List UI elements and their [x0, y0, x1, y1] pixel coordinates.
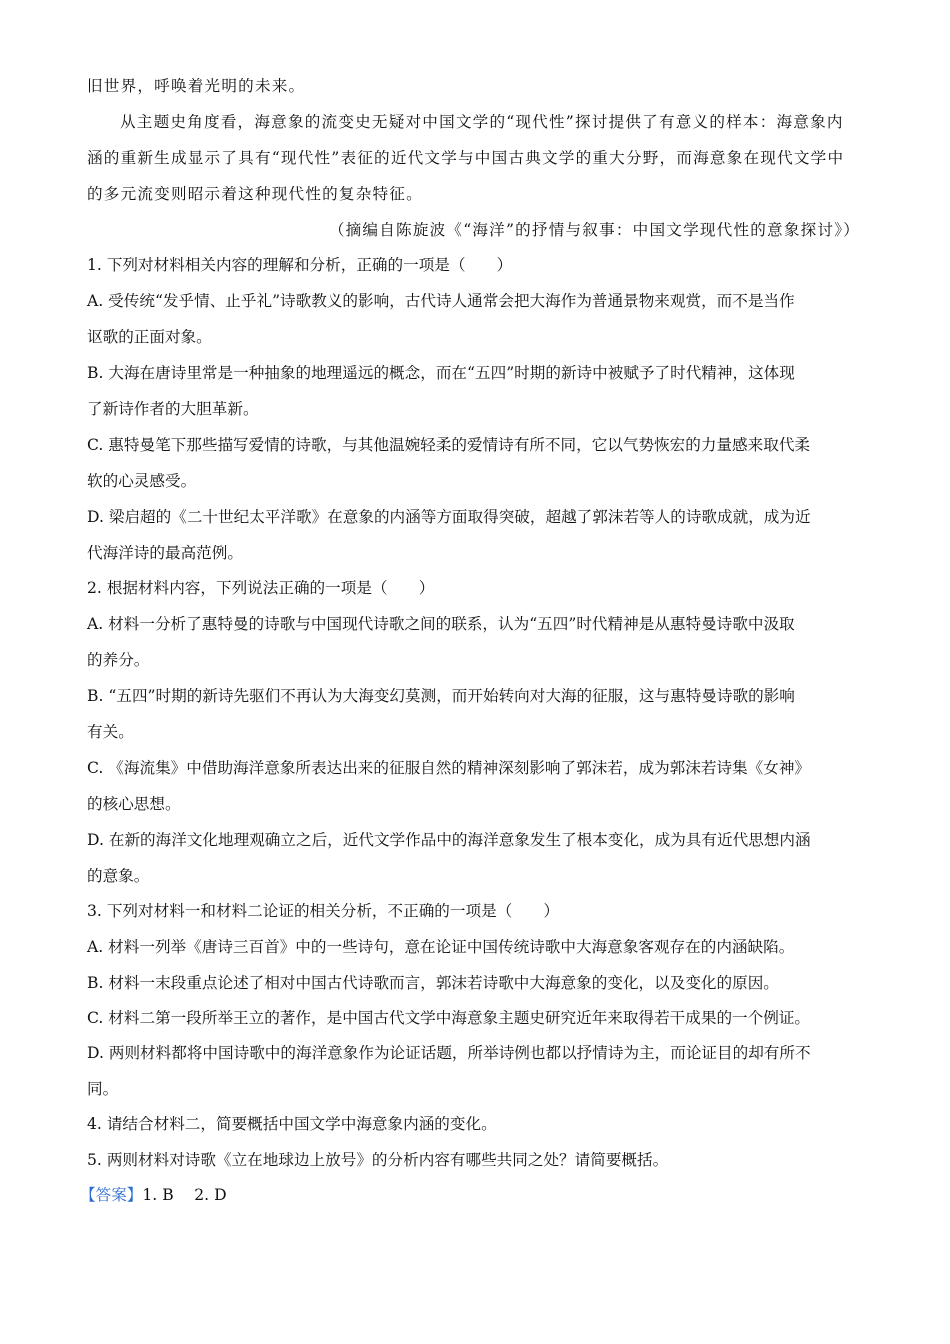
- passage-line: 旧世界，呼唤着光明的未来。: [87, 77, 306, 95]
- q1-option-b-line1: B. 大海在唐诗里常是一种抽象的地理遥远的概念，而在“五四”时期的新诗中被赋予了时代精神，这体现: [87, 364, 795, 382]
- q2-option-c-line2: 的核心思想。: [87, 795, 181, 813]
- answer-tag: 【答案】: [80, 1186, 143, 1204]
- q3-option-a: A. 材料一列举《唐诗三百首》中的一些诗句，意在论证中国传统诗歌中大海意象客观存在的内涵缺陷。: [87, 938, 795, 956]
- question-1-stem: 1. 下列对材料相关内容的理解和分析，正确的一项是（ ）: [87, 256, 513, 274]
- q2-option-c-line1: C. 《海流集》中借助海洋意象所表达出来的征服自然的精神深刻影响了郭沫若，成为郭沫若诗集《女神》: [87, 759, 811, 777]
- q1-option-c-line1: C. 惠特曼笔下那些描写爱情的诗歌，与其他温婉轻柔的爱情诗有所不同，它以气势恢宏的力量感来取代柔: [87, 436, 811, 454]
- q1-option-d-line1: D. 梁启超的《二十世纪太平洋歌》在意象的内涵等方面取得突破，超越了郭沫若等人的诗歌成就，成为近: [87, 508, 811, 526]
- q2-option-d-line1: D. 在新的海洋文化地理观确立之后，近代文学作品中的海洋意象发生了根本变化，成为具有近代思想内涵: [87, 831, 811, 849]
- q3-option-c: C. 材料二第一段所举王立的著作，是中国古代文学中海意象主题史研究近年来取得若干成果的一个例证。: [87, 1009, 811, 1027]
- question-3-stem: 3. 下列对材料一和材料二论证的相关分析，不正确的一项是（ ）: [87, 902, 560, 920]
- q3-option-d-line2: 同。: [87, 1080, 119, 1098]
- q3-option-b: B. 材料一末段重点论述了相对中国古代诗歌而言，郭沫若诗歌中大海意象的变化，以及变化的原因。: [87, 974, 779, 992]
- q2-option-b-line2: 有关。: [87, 723, 134, 741]
- question-4: 4. 请结合材料二，简要概括中国文学中海意象内涵的变化。: [87, 1115, 497, 1133]
- answer-text: 1. B 2. D: [142, 1186, 227, 1204]
- passage-line: 的多元流变则昭示着这种现代性的复杂特征。: [87, 185, 423, 203]
- q1-option-a-line1: A. 受传统“发乎情、止乎礼”诗歌教义的影响，古代诗人通常会把大海作为普通景物来观赏，而不是当作: [87, 292, 795, 310]
- q2-option-a-line2: 的养分。: [87, 651, 150, 669]
- q1-option-d-line2: 代海洋诗的最高范例。: [87, 544, 243, 562]
- passage-line: 从主题史角度看，海意象的流变史无疑对中国文学的“现代性”探讨提供了有意义的样本：海意象内: [120, 113, 844, 131]
- q1-option-b-line2: 了新诗作者的大胆革新。: [87, 400, 259, 418]
- question-2-stem: 2. 根据材料内容，下列说法正确的一项是（ ）: [87, 579, 435, 597]
- q1-option-c-line2: 软的心灵感受。: [87, 472, 197, 490]
- question-5: 5. 两则材料对诗歌《立在地球边上放号》的分析内容有哪些共同之处？请简要概括。: [87, 1151, 669, 1169]
- q2-option-a-line1: A. 材料一分析了惠特曼的诗歌与中国现代诗歌之间的联系，认为“五四”时代精神是从惠特曼诗歌中汲取: [87, 615, 795, 633]
- q2-option-d-line2: 的意象。: [87, 867, 150, 885]
- answer-line: [80, 1185, 227, 1205]
- q1-option-a-line2: 讴歌的正面对象。: [87, 328, 212, 346]
- q2-option-b-line1: B. “五四”时期的新诗先驱们不再认为大海变幻莫测，而开始转向对大海的征服，这与惠特曼诗歌的影响: [87, 687, 795, 705]
- passage-source: （摘编自陈旋波《“海洋”的抒情与叙事：中国文学现代性的意象探讨》）: [328, 221, 860, 239]
- q3-option-d-line1: D. 两则材料都将中国诗歌中的海洋意象作为论证话题，所举诗例也都以抒情诗为主，而论证目的却有所不: [87, 1044, 811, 1062]
- passage-line: 涵的重新生成显示了具有“现代性”表征的近代文学与中国古典文学的重大分野，而海意象在现代文学中: [87, 149, 845, 167]
